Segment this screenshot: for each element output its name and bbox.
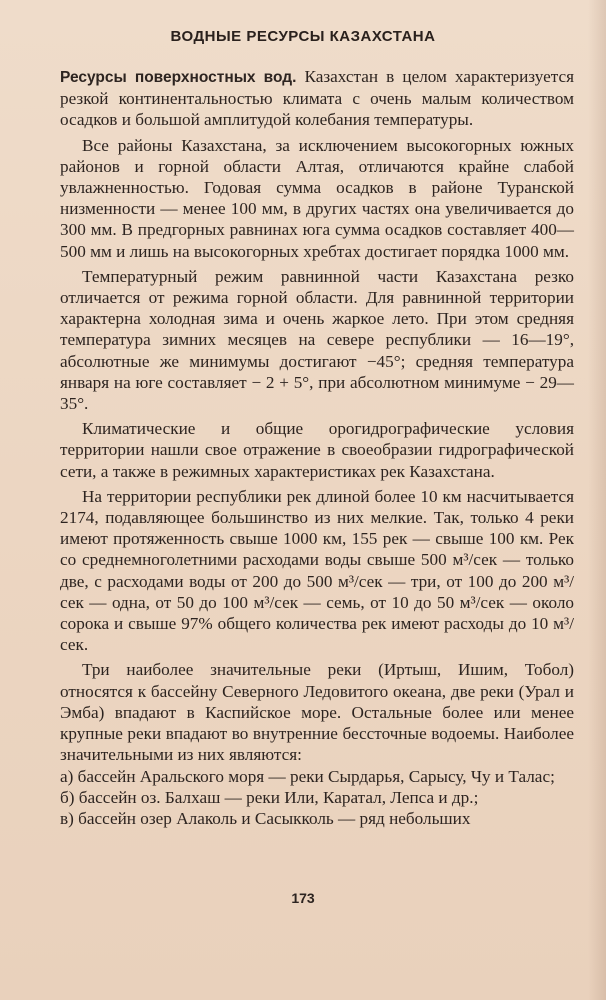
list-item-a: а) бассейн Аральского моря — реки Сырдарья, Сарысу, Чу и Талас;: [60, 766, 555, 786]
paragraph-4: Климатические и общие орогидрографические условия территории нашли свое отражение в своеобразии гидрографической сети, а также в режимных характеристиках рек Казахстана.: [60, 419, 574, 481]
paragraph-6: Три наиболее значительные реки (Иртыш, Ишим, Тобол) относятся к бассейну Северного Ледовитого океана, две реки (Урал и Эмба) впадают в Каспийское море. Остальные более или менее крупные реки впадают во внутренние бессточные водоемы. Наиболее значительными из них являются:: [60, 660, 574, 765]
paragraph-5: На территории республики рек длиной более 10 км насчитывается 2174, подавляющее большинство из них мелкие. Так, только 4 реки имеют протяженность свыше 1000 км, 155 рек — свыше 100 км. Рек со среднемноголетними расходами воды свыше 500 м³/сек — только две, с расходами воды от 200 до 500 м³/сек — три, от 100 до 200 м³/сек — одна, от 50 до 100 м³/сек — семь, от 10 до 50 м³/сек — около сорока и свыше 97% общего количества рек имеют расходы до 10 м³/сек.: [60, 486, 574, 655]
page-binding-shadow: [588, 0, 606, 1000]
list-item-c: в) бассейн озер Алаколь и Сасыкколь — ряд небольших: [60, 808, 471, 828]
paragraph-2: Все районы Казахстана, за исключением высокогорных южных районов и горной области Алтая, отличаются крайне слабой увлажненностью. Годовая сумма осадков в районе Туранской низменности — менее 100 мм, в других частях она увеличивается до 300 мм. В предгорных равнинах юга сумма осадков составляет 400—500 мм и лишь на высокогорных хребтах достигает порядка 1000 мм.: [60, 135, 574, 261]
paragraph-1-text: Казахстан в целом характеризуется резкой континентальностью климата с очень малым количеством осадков и большой амплитудой колебания температуры.: [60, 67, 574, 130]
page-number: 173: [291, 890, 315, 906]
list-item-b: б) бассейн оз. Балхаш — реки Или, Каратал, Лепса и др.;: [60, 787, 479, 807]
page-body: [60, 66, 574, 829]
paragraph-1: [60, 66, 574, 131]
section-lead: Ресурсы поверхностных вод.: [60, 69, 297, 86]
paragraph-3: Температурный режим равнинной части Казахстана резко отличается от режима горной области. Для равнинной территории характерна холодная зима и очень жаркое лето. При этом средняя температура зимних месяцев на севере республики — 16—19°, абсолютные же минимумы достигают −45°; средняя температура января на юге составляет − 2 + 5°, при абсолютном минимуме − 29—35°.: [60, 266, 574, 414]
page-title: ВОДНЫЕ РЕСУРСЫ КАЗАХСТАНА: [170, 28, 436, 45]
